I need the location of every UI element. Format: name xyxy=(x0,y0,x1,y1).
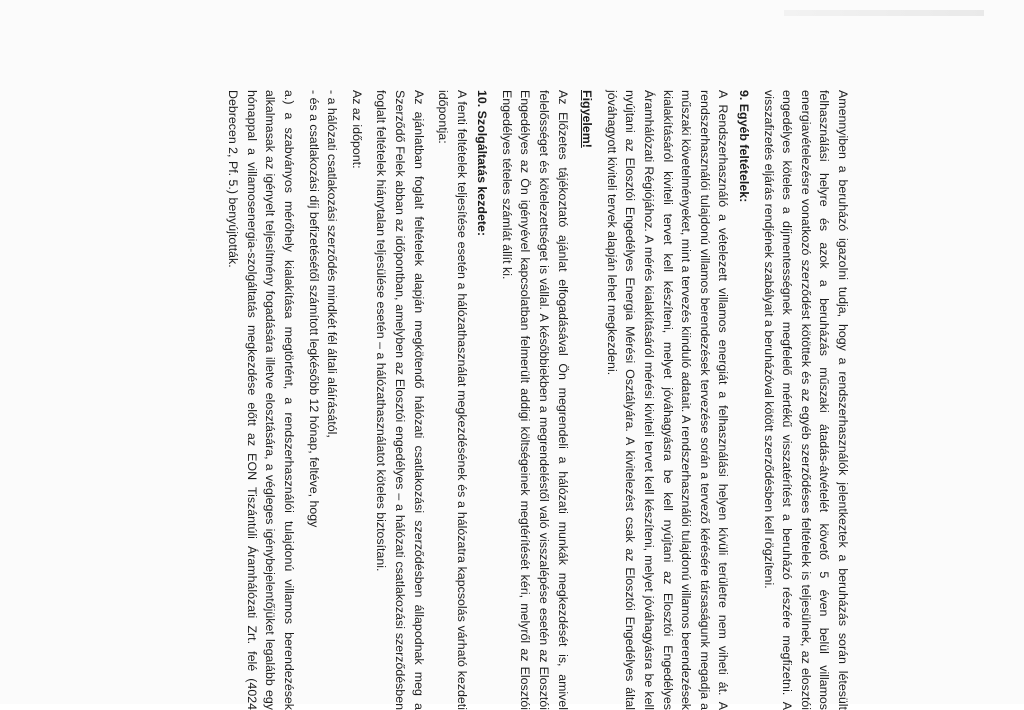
bullet-payment: - és a csatlakozási díj befizetésétől számított legkésőbb 12 hónap, feltéve, hogy xyxy=(306,90,321,528)
intro-paragraph: Amennyiben a beruházó igazolni tudja, hogy a rendszerhasználók jelentkeztek a beruházás során létesült felhasználási helyre és azok a beruházás műszaki átadás-átvételét követő 5 éven belül villamos energiavételezésre vonatkozó szerződést kötöttek és az egyéb szerződéses feltételek is teljesülnek, az elosztói engedélyes köteles a díjmentességnek megfelelő mértékű visszatérítést a beruházó részére megfizetni. A visszafizetés eljárás rendjének szabályait a beruházóval kötött szerződésben kell rögzíteni. xyxy=(761,90,850,710)
section-10-heading: 10. Szolgáltatás kezdete: xyxy=(475,90,490,236)
section-10-paragraph-1: A fenti feltételek teljesítése esetén a hálózathasználat megkezdésének és a hálózatra kapcsolás várható kezdeti időpontja: xyxy=(436,90,469,710)
attention-heading: Figyelem! xyxy=(580,90,595,148)
time-label: Az az időpont: xyxy=(349,90,364,169)
bullet-signature: - a hálózati csatlakozási szerződés mindkét fél általi aláírásától, xyxy=(325,90,340,438)
section-10-paragraph-2: Az ajánlatban foglalt feltételek alapján megkötendő hálózati csatlakozási szerződésben állapodnak meg a Szerződő Felek abban az időpontban, amelyben az Elosztói engedélyes – a hálózati csatlakozási szerződésben foglalt feltételek hiánytalan teljesülése esetén – a hálózathasználatot köteles biztosítani. xyxy=(374,90,426,710)
scan-artifact xyxy=(784,10,984,16)
section-9-paragraph-2: Az Előzetes tájékoztató ajánlat elfogadásával Ön megrendeli a hálózati munkák megkezdését is, amivel felelősséget és kötelezettséget is vállal. A későbbiekben a megrendeléstől való visszalépése esetén az Elosztói Engedélyes az Ön igényével kapcsolatban felmerült addigi költségeinek megtérítését kéri, melyről az Elosztói Engedélyes tételes számlát állít ki. xyxy=(499,90,570,710)
section-9-paragraph-1: A Rendszerhasználó a vételezett villamos energiát a felhasználási helyen kívüli területre nem viheti át. A rendszerhasználói tulajdonú villamos berendezések tervezése során a tervező kérésére társaságunk megadja a műszaki követelményeket, mint a tervezés kiinduló adatait. A rendszerhasználói tulajdonú villamos berendezések kialakításáról kiviteli tervet kell készíteni, melyet jóváhagyásra be kell nyújtani az Elosztói Engedélyes Áramhálózati Régiójához. A mérés kialakításáról mérési kiviteli tervet kell készíteni, melyet jóváhagyásra be kell nyújtani az Elosztói Engedélyes Energia Mérési Osztályára. A kivitelezést csak az Elosztói Engedélyes által jóváhagyott kiviteli tervek alapján lehet megkezdeni. xyxy=(604,90,731,710)
section-9-heading: 9. Egyéb feltételek: xyxy=(737,90,752,203)
condition-a: a.) a szabványos mérőhely kialakítása megtörtént, a rendszerhasználói tulajdonú villamos berendezések alkalmasak az igényelt teljesítmény fogadására illetve elosztására, a végleges igénybejelentőjüket legalább egy hónappal a villamosenergia-szolgáltatás megkezdése előtt az EON Tiszántúli Áramhálózati Zrt. felé (4024 Debrecen 2, Pf. 5.) benyújtották. xyxy=(226,90,296,710)
rotated-document-text xyxy=(122,90,852,710)
